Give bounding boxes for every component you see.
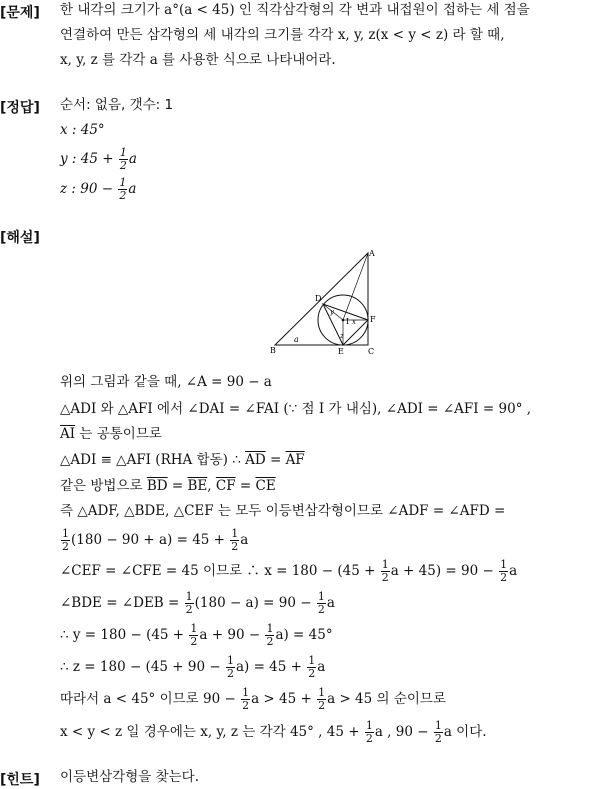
label-i: I xyxy=(346,317,350,326)
hint-text: 이등변삼각형을 찾는다. xyxy=(60,769,199,785)
answer-label: [정답] xyxy=(0,100,40,116)
geometry-diagram xyxy=(270,248,390,363)
label-c: C xyxy=(368,347,375,356)
answer-y: y : 45 + $\frac{1}{2}$ a xyxy=(60,146,137,172)
label-d: D xyxy=(315,294,322,303)
fraction-half: $\frac{1}{2}$ xyxy=(317,590,325,616)
label-y: y xyxy=(330,308,334,316)
explain-line-12: 따라서 a < 45° 이므로 90 − $\frac{1}{2}$ a > 45 + $\frac{1}{2}$ a > 45 의 순이므로 xyxy=(60,686,447,712)
fraction-half: $\frac{1}{2}$ xyxy=(500,558,508,584)
label-alpha: a xyxy=(294,335,299,344)
explain-line-13: x < y < z 일 경우에는 x, y, z 는 각각 45° , 45 + $\frac{1}{2}$ a , 90 − $\frac{1}{2}$ a 이다. xyxy=(60,719,487,745)
fraction-half: $\frac{1}{2}$ xyxy=(62,527,69,553)
fraction-half: $\frac{1}{2}$ xyxy=(318,686,326,712)
fraction-half: $\frac{1}{2}$ xyxy=(119,176,127,202)
explain-line-3: $\overline{AI}$ 는 공통이므로 xyxy=(60,426,162,442)
explain-line-9: ∠BDE = ∠DEB = $\frac{1}{2}$ (180 − a) = 90 − $\frac{1}{2}$ a xyxy=(60,590,335,616)
label-z: z xyxy=(340,332,344,340)
triangle-abc xyxy=(275,253,368,345)
label-f: F xyxy=(370,315,376,324)
explain-line-10: ∴ y = 180 − (45 + $\frac{1}{2}$ a + 90 − $\frac{1}{2}$ a) = 45° xyxy=(60,622,333,648)
fraction-half: $\frac{1}{2}$ xyxy=(365,719,373,745)
explain-line-2: △ADI 와 △AFI 에서 ∠DAI = ∠FAI (∵ 점 I 가 내심), ∠ADI = ∠AFI = 90° , xyxy=(60,401,532,417)
explain-line-6: 즉 △ADF, △BDE, △CEF 는 모두 이등변삼각형이므로 ∠ADF = ∠AFD = xyxy=(60,503,506,519)
fraction-half: $\frac{1}{2}$ xyxy=(231,527,239,553)
answer-order: 순서: 없음, 갯수: 1 xyxy=(60,97,174,113)
explain-line-11: ∴ z = 180 − (45 + 90 − $\frac{1}{2}$ a) = 45 + $\frac{1}{2}$ a xyxy=(60,654,326,680)
explain-line-4: △ADI ≡ △AFI (RHA 합동) ∴ $\overline{AD} = \overline{AF}$ xyxy=(60,452,305,468)
problem-line-3: x, y, z 를 각각 a 를 사용한 식으로 나타내어라. xyxy=(60,52,336,68)
label-b: B xyxy=(270,346,276,355)
explain-line-7: $\frac{1}{2}$ (180 − 90 + a) = 45 + $\frac{1}{2}$ a xyxy=(62,527,249,553)
problem-line-1: 한 내각의 크기가 a°(a < 45) 인 직각삼각형의 각 변과 내접원이 접하는 세 점을 xyxy=(60,2,530,18)
fraction-half: $\frac{1}{2}$ xyxy=(381,558,389,584)
fraction-half: $\frac{1}{2}$ xyxy=(266,622,274,648)
fraction-half: $\frac{1}{2}$ xyxy=(119,146,127,172)
explain-line-1: 위의 그림과 같을 때, ∠A = 90 − a xyxy=(60,374,272,390)
problem-line-2: 연결하여 만든 삼각형의 세 내각의 크기를 각각 x, y, z(x < y < z) 라 할 때, xyxy=(60,27,505,43)
label-x: x xyxy=(352,318,356,326)
hint-label: [힌트] xyxy=(0,772,40,788)
fraction-half: $\frac{1}{2}$ xyxy=(308,654,316,680)
explain-line-8: ∠CEF = ∠CFE = 45 이므로 ∴ x = 180 − (45 + $\frac{1}{2}$ a + 45) = 90 − $\frac{1}{2}$ a xyxy=(60,558,518,584)
explain-label: [해설] xyxy=(0,230,40,246)
fraction-half: $\frac{1}{2}$ xyxy=(185,590,193,616)
label-a: A xyxy=(369,249,375,258)
fraction-half: $\frac{1}{2}$ xyxy=(434,719,442,745)
fraction-half: $\frac{1}{2}$ xyxy=(242,686,250,712)
problem-label: [문제] xyxy=(0,5,40,21)
fraction-half: $\frac{1}{2}$ xyxy=(226,654,234,680)
fraction-half: $\frac{1}{2}$ xyxy=(190,622,198,648)
explain-line-5: 같은 방법으로 $\overline{BD} = \overline{BE}$, $\overline{CF} = \overline{CE}$ xyxy=(60,478,276,494)
label-e: E xyxy=(338,347,344,356)
answer-x: x : 45° xyxy=(60,122,105,138)
answer-z: z : 90 − $\frac{1}{2}$ a xyxy=(60,176,137,202)
